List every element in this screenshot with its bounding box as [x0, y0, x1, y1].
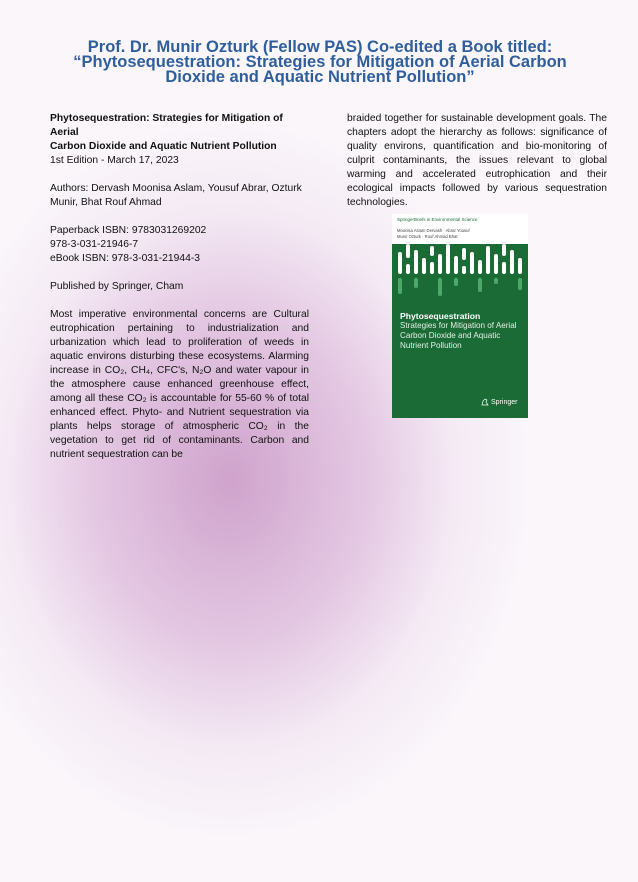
cover-publisher — [481, 398, 517, 406]
title-line-1: Prof. Dr. Munir Ozturk (Fellow PAS) Co-edited a Book titled: — [87, 38, 553, 56]
cover-authors-line-1: Moonisa Aslam Dervash · Abrar Yousuf — [397, 228, 470, 233]
isbn-paperback: Paperback ISBN: 9783031269202 — [50, 225, 207, 236]
book-edition: 1st Edition - March 17, 2023 — [50, 155, 179, 166]
title-line-3: Dioxide and Aquatic Nutrient Pollution” — [165, 68, 475, 86]
book-title-line-2: Carbon Dioxide and Aquatic Nutrient Pollution — [50, 141, 277, 152]
authors-line-2: Munir, Bhat Rouf Ahmad — [50, 197, 162, 208]
cover-pattern — [392, 244, 528, 304]
book-cover-image — [392, 214, 528, 418]
body-paragraph-2: braided together for sustainable development goals. The chapters adopt the hierarchy as follows: significance of quality environs, quantification and bio-monitoring of culprit contaminants, the issues relevant to global warming and accelerated eutrophication and their ecological impacts followed by various sequestration technologies. — [347, 113, 607, 208]
cover-subtitle: Strategies for Mitigation of Aerial Carbon Dioxide and Aquatic Nutrient Pollution — [400, 321, 517, 350]
cover-publisher-name: Springer — [491, 398, 518, 406]
book-title-line-1: Phytosequestration: Strategies for Mitigation of Aerial — [50, 113, 283, 138]
cover-title: Phytosequestration — [400, 311, 481, 321]
springer-horse-icon — [481, 398, 489, 406]
book-isbn — [50, 224, 309, 266]
book-authors — [50, 182, 309, 210]
cover-header — [392, 214, 528, 244]
cover-authors-line-2: Munir Ozturk · Rouf Ahmad Bhat — [397, 233, 458, 239]
title-line-2: “Phytosequestration: Strategies for Mitigation of Aerial Carbon — [73, 53, 567, 71]
book-publisher: Published by Springer, Cham — [50, 281, 184, 292]
book-info — [50, 112, 309, 168]
isbn-alt: 978-3-031-21946-7 — [50, 239, 139, 250]
left-column — [50, 112, 309, 476]
cover-authors — [397, 228, 517, 239]
page-title — [40, 40, 600, 85]
body-paragraph-1: Most imperative environmental concerns are Cultural eutrophication pertaining to industrialization and urbanization which lead to proliferation of weeds in aquatic environs disturbing these ecosystems. Alarming increase in CO₂, CH₄, CFC's, N₂O and water vapour in the atmosphere cause enhanced greenhouse effect, among all these CO₂ is accountable for 55-60 % of total enhanced effect. Phyto- and Nutrient sequestration via plants helps storage of atmospheric CO₂ in the vegetation to get rid of contaminants. Carbon and nutrient sequestration can be — [50, 309, 309, 460]
cover-series: SpringerBriefs in Environmental Science — [397, 217, 478, 222]
authors-line-1: Authors: Dervash Moonisa Aslam, Yousuf Abrar, Ozturk — [50, 183, 302, 194]
right-column — [347, 112, 607, 210]
isbn-ebook: eBook ISBN: 978-3-031-21944-3 — [50, 253, 200, 264]
